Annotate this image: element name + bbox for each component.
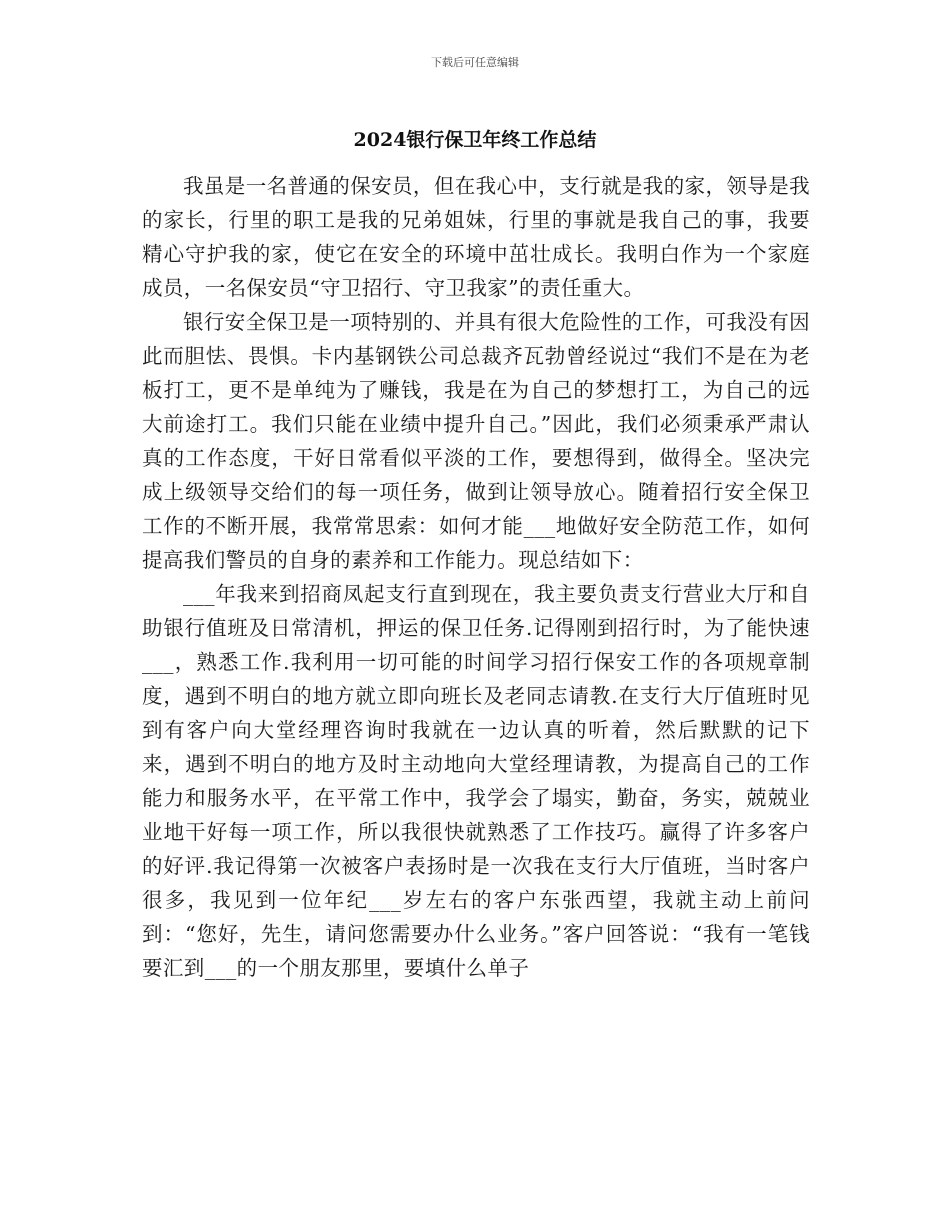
paragraph-1: 我虽是一名普通的保安员，但在我心中，支行就是我的家，领导是我的家长，行里的职工是我的兄弟姐妹，行里的事就是我自己的事，我要精心守护我的家，使它在安全的环境中茁壮成长。我明白作为一个家庭成员，一名保安员“守卫招行、守卫我家”的责任重大。 — [142, 174, 810, 300]
document-title: 2024银行保卫年终工作总结 — [353, 129, 597, 151]
document-body — [142, 169, 810, 985]
paragraph-3: ___年我来到招商凤起支行直到现在，我主要负责支行营业大厅和自助银行值班及日常清机，押运的保卫任务.记得刚到招行时，为了能快速___，熟悉工作.我利用一切可能的时间学习招行保安工作的各项规章制度，遇到不明白的地方就立即向班长及老同志请教.在支行大厅值班时见到有客户向大堂经理咨询时我就在一边认真的听着，然后默默的记下来，遇到不明白的地方及时主动地向大堂经理请教，为提高自己的工作能力和服务水平，在平常工作中，我学会了塌实，勤奋，务实，兢兢业业地干好每一项工作，所以我很快就熟悉了工作技巧。赢得了许多客户的好评.我记得第一次被客户表扬时是一次我在支行大厅值班，当时客户很多，我见到一位年纪___岁左右的客户东张西望，我就主动上前问到：“您好，先生，请问您需要办什么业务。”客户回答说：“我有一笔钱要汇到___的一个朋友那里，要填什么单子 — [142, 582, 810, 980]
paragraph-2: 银行安全保卫是一项特别的、并具有很大危险性的工作，可我没有因此而胆怯、畏惧。卡内基钢铁公司总裁齐瓦勃曾经说过“我们不是在为老板打工，更不是单纯为了赚钱，我是在为自己的梦想打工，为自己的远大前途打工。我们只能在业绩中提升自己。”因此，我们必须秉承严肃认真的工作态度，干好日常看似平淡的工作，要想得到，做得全。坚决完成上级领导交给们的每一项任务，做到让领导放心。随着招行安全保卫工作的不断开展，我常常思索：如何才能___地做好安全防范工作，如何提高我们警员的自身的素养和工作能力。现总结如下： — [142, 310, 810, 572]
page-header-note: 下载后可任意编辑 — [431, 56, 519, 69]
